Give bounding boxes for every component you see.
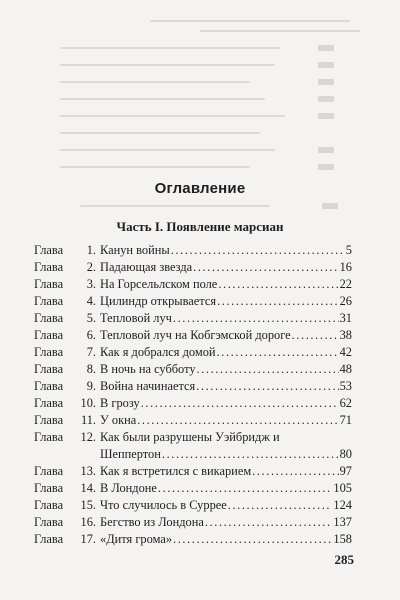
chapter-label: Глава [34,413,64,427]
chapter-title: В ночь на субботу [100,362,196,376]
chapter-page: 26 [339,294,352,308]
chapter-page: 22 [339,277,352,291]
toc-entry-13 [34,463,352,480]
toc-entry-3 [34,276,352,293]
chapter-page: 97 [339,464,352,478]
chapter-label: Глава [34,277,64,291]
dot-leader [205,514,333,531]
chapter-title-line-1: Как были разрушены Уэйбридж и [100,430,280,444]
toc-entry-14 [34,480,352,497]
dot-leader [217,344,339,361]
dot-leader [292,327,339,344]
dot-leader [197,361,339,378]
chapter-title: «Дитя грома» [100,532,173,546]
chapter-title: В грозу [100,396,140,410]
chapter-title: Бегство из Лондона [100,515,204,529]
toc-entry-16 [34,514,352,531]
toc-entry-8 [34,361,352,378]
chapter-number: 3. [86,277,96,291]
chapter-page: 38 [339,328,352,342]
toc-entry-1 [34,242,352,259]
chapter-number: 5. [86,311,96,325]
chapter-page: 5 [345,243,352,257]
chapter-page: 62 [339,396,352,410]
chapter-number: 13. [80,464,96,478]
chapter-page: 124 [333,498,352,512]
chapter-title: Как я встретился с викарием [100,464,252,478]
dot-leader [162,446,339,463]
chapter-number: 1. [86,243,96,257]
chapter-label: Глава [34,379,64,393]
toc-title: Оглавление [154,180,246,197]
chapter-title: Как я добрался домой [100,345,216,359]
chapter-label: Глава [34,294,64,308]
toc-entry-4 [34,293,352,310]
toc-entry-5 [34,310,352,327]
toc-entry-6 [34,327,352,344]
chapter-label: Глава [34,430,64,444]
chapter-title: Цилиндр открывается [100,294,217,308]
chapter-number: 6. [86,328,96,342]
toc-entry-11 [34,412,352,429]
chapter-page: 53 [339,379,352,393]
dot-leader [173,531,332,548]
dot-leader [158,480,332,497]
chapter-number: 8. [86,362,96,376]
chapter-page: 48 [339,362,352,376]
chapter-title: Тепловой луч на Кобгэмской дороге [100,328,291,342]
chapter-page: 137 [333,515,352,529]
toc-entry-12 [34,429,352,463]
chapter-label: Глава [34,243,64,257]
chapter-label: Глава [34,464,64,478]
dot-leader [252,463,338,480]
chapter-number: 7. [86,345,96,359]
show-through-text [0,0,400,200]
dot-leader [228,497,333,514]
chapter-label: Глава [34,481,64,495]
chapter-number: 16. [80,515,96,529]
chapter-number: 14. [80,481,96,495]
dot-leader [218,276,338,293]
chapter-title: Канун войны [100,243,170,257]
dot-leader [193,259,338,276]
chapter-page: 71 [339,413,352,427]
chapter-label: Глава [34,362,64,376]
chapter-title: У окна [100,413,137,427]
dot-leader [137,412,338,429]
chapter-number: 4. [86,294,96,308]
chapter-number: 9. [86,379,96,393]
chapter-page: 42 [339,345,352,359]
chapter-number: 11. [80,413,96,427]
chapter-number: 10. [80,396,96,410]
chapter-number: 15. [80,498,96,512]
toc-entry-10 [34,395,352,412]
toc-entry-9 [34,378,352,395]
chapter-label: Глава [34,345,64,359]
chapter-page: 31 [339,311,352,325]
chapter-label: Глава [34,498,64,512]
toc-entry-17 [34,531,352,548]
chapter-label: Глава [34,396,64,410]
chapter-page: 105 [333,481,352,495]
dot-leader [196,378,338,395]
dot-leader [171,242,345,259]
chapter-number: 17. [80,532,96,546]
chapter-title: Шеппертон [100,447,161,461]
chapter-title: В Лондоне [100,481,157,495]
dot-leader [141,395,339,412]
chapter-number: 12. [80,430,96,444]
chapter-label: Глава [34,532,64,546]
chapter-title: Что случилось в Суррее [100,498,227,512]
chapter-page: 80 [339,447,352,461]
dot-leader [173,310,339,327]
chapter-title: На Горсельлском поле [100,277,218,291]
chapter-title: Тепловой луч [100,311,172,325]
chapter-label: Глава [34,328,64,342]
chapter-title: Война начинается [100,379,196,393]
chapter-page: 158 [333,532,352,546]
chapter-title: Падающая звезда [100,260,193,274]
table-of-contents [34,242,352,548]
chapter-page: 16 [339,260,352,274]
toc-entry-2 [34,259,352,276]
chapter-label: Глава [34,515,64,529]
dot-leader [217,293,339,310]
toc-entry-15 [34,497,352,514]
page-number: 285 [334,552,354,567]
chapter-label: Глава [34,260,64,274]
toc-entry-7 [34,344,352,361]
part-title: Часть I. Появление марсиан [116,219,284,234]
chapter-number: 2. [86,260,96,274]
chapter-label: Глава [34,311,64,325]
